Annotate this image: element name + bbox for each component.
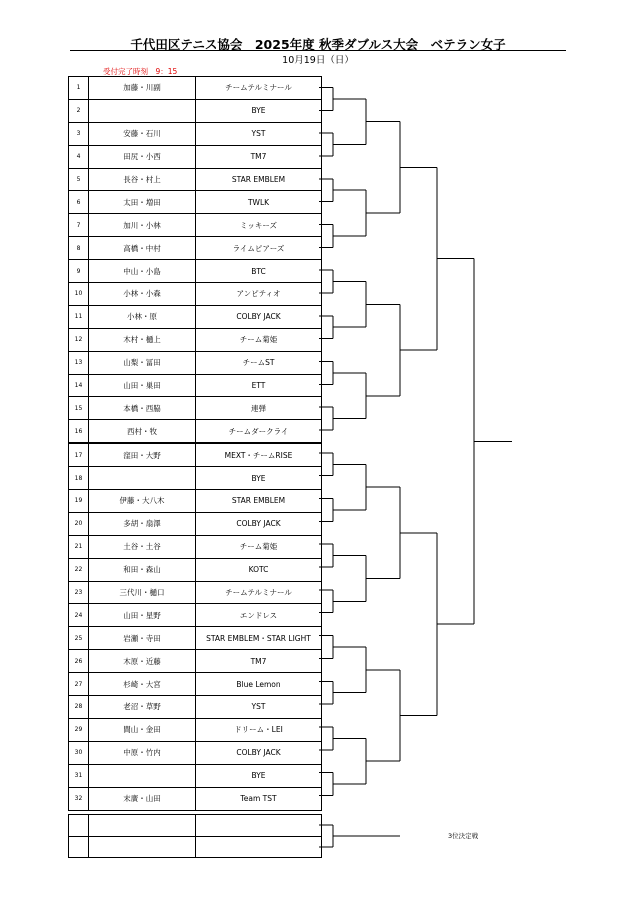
team-name: チームテルミナール xyxy=(196,581,322,604)
team-name: チームテルミナール xyxy=(196,77,322,100)
player-names: 中山・小島 xyxy=(89,260,196,283)
player-names: 岩瀬・寺田 xyxy=(89,627,196,650)
player-names: 末廣・山田 xyxy=(89,787,196,810)
team-name: 連弾 xyxy=(196,397,322,420)
team-name xyxy=(196,815,322,837)
player-names xyxy=(89,836,196,858)
player-names: 安藤・石川 xyxy=(89,122,196,145)
entry-number: 26 xyxy=(69,650,89,673)
player-names: 老沼・草野 xyxy=(89,696,196,719)
player-names: 多胡・扇澤 xyxy=(89,512,196,535)
team-name: Blue Lemon xyxy=(196,673,322,696)
team-name: STAR EMBLEM・STAR LIGHT xyxy=(196,627,322,650)
player-names: 窪田・大野 xyxy=(89,443,196,466)
team-name: チーム菊姫 xyxy=(196,535,322,558)
entry-number: 17 xyxy=(69,443,89,466)
player-names: 杉崎・大宮 xyxy=(89,673,196,696)
player-names: 山田・星野 xyxy=(89,604,196,627)
entry-number: 6 xyxy=(69,191,89,214)
entry-number: 8 xyxy=(69,237,89,260)
entry-number: 14 xyxy=(69,374,89,397)
entry-number: 25 xyxy=(69,627,89,650)
entry-number: 10 xyxy=(69,283,89,306)
entry-number: 3 xyxy=(69,122,89,145)
entry-number: 2 xyxy=(69,99,89,122)
team-name: YST xyxy=(196,122,322,145)
third-place-row xyxy=(69,815,322,837)
entry-number: 27 xyxy=(69,673,89,696)
entry-number: 11 xyxy=(69,305,89,328)
team-name: KOTC xyxy=(196,558,322,581)
third-place-label: 3位決定戦 xyxy=(448,832,479,840)
player-names: 土谷・土谷 xyxy=(89,535,196,558)
team-name: ETT xyxy=(196,374,322,397)
entry-number: 21 xyxy=(69,535,89,558)
team-name: ライムピアーズ xyxy=(196,237,322,260)
entry-number: 13 xyxy=(69,351,89,374)
team-name: チームST xyxy=(196,351,322,374)
player-names: 山田・巣田 xyxy=(89,374,196,397)
entry-number: 5 xyxy=(69,168,89,191)
team-name: BYE xyxy=(196,764,322,787)
player-names: 和田・森山 xyxy=(89,558,196,581)
team-name: TM7 xyxy=(196,145,322,168)
player-names: 田尻・小西 xyxy=(89,145,196,168)
third-place-row xyxy=(69,836,322,858)
entry-number: 9 xyxy=(69,260,89,283)
team-name: アンピティオ xyxy=(196,283,322,306)
entry-number: 19 xyxy=(69,490,89,513)
entry-number: 15 xyxy=(69,397,89,420)
player-names: 小林・小森 xyxy=(89,283,196,306)
team-name: Team TST xyxy=(196,787,322,810)
team-name: TWLK xyxy=(196,191,322,214)
entry-number: 23 xyxy=(69,581,89,604)
player-names: 太田・増田 xyxy=(89,191,196,214)
third-place-table xyxy=(68,814,322,858)
team-name: BYE xyxy=(196,467,322,490)
entry-number: 16 xyxy=(69,420,89,443)
player-names: 中原・竹内 xyxy=(89,741,196,764)
entry-number: 28 xyxy=(69,696,89,719)
entry-number: 30 xyxy=(69,741,89,764)
player-names: 木村・樋上 xyxy=(89,328,196,351)
team-name: STAR EMBLEM xyxy=(196,168,322,191)
entry-number: 29 xyxy=(69,718,89,741)
team-name: ミッキーズ xyxy=(196,214,322,237)
player-names: 三代川・樋口 xyxy=(89,581,196,604)
player-names: 加藤・川副 xyxy=(89,77,196,100)
entry-number: 1 xyxy=(69,77,89,100)
player-names: 木原・近藤 xyxy=(89,650,196,673)
team-name: BTC xyxy=(196,260,322,283)
entry-number: 18 xyxy=(69,467,89,490)
player-names: 高橋・中村 xyxy=(89,237,196,260)
team-name xyxy=(196,836,322,858)
team-name: COLBY JACK xyxy=(196,305,322,328)
page-title: 千代田区テニス協会 2025年度 秋季ダブルス大会 ベテラン女子 xyxy=(130,37,506,52)
entry-number: 31 xyxy=(69,764,89,787)
team-name: STAR EMBLEM xyxy=(196,490,322,513)
team-name: チームダークライ xyxy=(196,420,322,443)
team-name: YST xyxy=(196,696,322,719)
player-names: 伊藤・大八木 xyxy=(89,490,196,513)
player-names xyxy=(89,815,196,837)
entry-number xyxy=(69,836,89,858)
team-name: COLBY JACK xyxy=(196,512,322,535)
team-name: COLBY JACK xyxy=(196,741,322,764)
reception-deadline: 受付完了時刻 9：15 xyxy=(103,67,178,76)
team-name: ドリーム・LEI xyxy=(196,718,322,741)
player-names: 西村・牧 xyxy=(89,420,196,443)
team-name: TM7 xyxy=(196,650,322,673)
team-name: チーム菊姫 xyxy=(196,328,322,351)
player-names: 間山・金田 xyxy=(89,718,196,741)
event-date: 10月19日（日） xyxy=(282,55,354,66)
player-names: 加川・小林 xyxy=(89,214,196,237)
entry-number: 12 xyxy=(69,328,89,351)
entry-number: 32 xyxy=(69,787,89,810)
entry-number: 22 xyxy=(69,558,89,581)
entry-number: 4 xyxy=(69,145,89,168)
player-names: 小林・原 xyxy=(89,305,196,328)
player-names: 山梨・冨田 xyxy=(89,351,196,374)
player-names: 本橋・西脇 xyxy=(89,397,196,420)
team-name: MEXT・チームRISE xyxy=(196,443,322,466)
entry-number: 7 xyxy=(69,214,89,237)
team-name: BYE xyxy=(196,99,322,122)
entry-number: 24 xyxy=(69,604,89,627)
entry-number xyxy=(69,815,89,837)
entry-number: 20 xyxy=(69,512,89,535)
team-name: エンドレス xyxy=(196,604,322,627)
player-names: 長谷・村上 xyxy=(89,168,196,191)
